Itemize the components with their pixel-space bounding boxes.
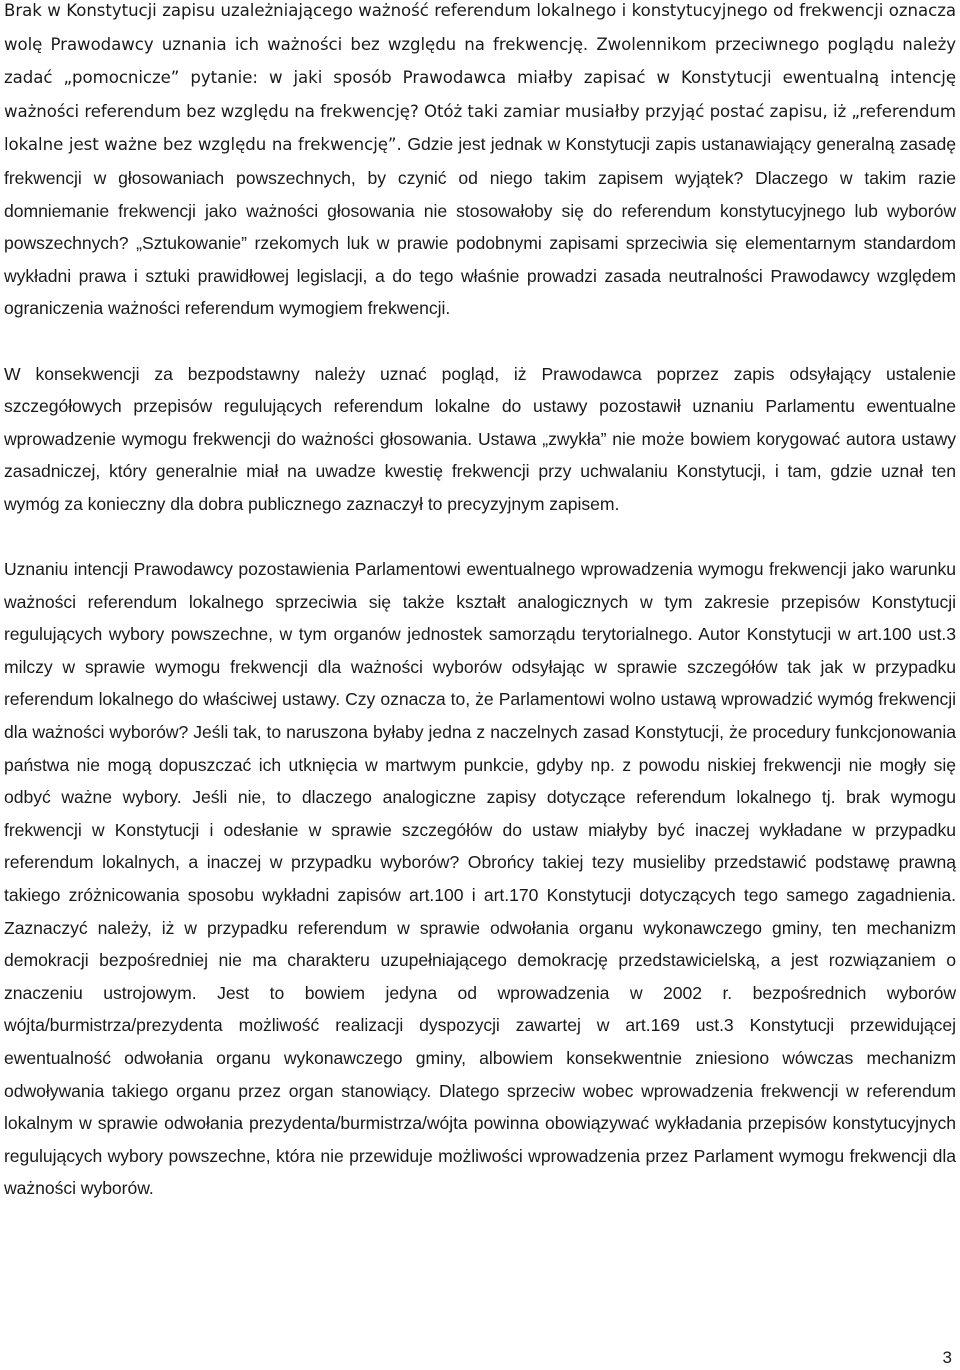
paragraph-uznanie-intencji: [4, 553, 956, 1205]
page-number: 3: [942, 1348, 952, 1367]
paragraph-frekwencja-intro: [4, 0, 956, 325]
document-page: [4, 0, 956, 1205]
paragraph-text: W konsekwencji za bezpodstawny należy uznać pogląd, iż Prawodawca poprzez zapis odsyłający ustalenie szczegółowych przepisów regulujących referendum lokalne do ustawy pozostawił uznaniu Parlamentu ewentualne wprowadzenie wymogu frekwencji do ważności głosowania. Ustawa „zwykła” nie może bowiem korygować autora ustawy zasadniczej, który generalnie miał na uwadze kwestię frekwencji przy uchwalaniu Konstytucji, i tam, gdzie uznał ten wymóg za konieczny dla dobra publicznego zaznaczył to precyzyjnym zapisem.: [4, 363, 956, 514]
paragraph-sentence: Brak w Konstytucji zapisu uzależniającego ważność referendum lokalnego i konstytucyjnego od frekwencji oznacza wolę Prawodawcy uznania ich ważności bez względu na frekwencję.: [4, 1, 956, 54]
paragraph-sentence: Gdzie jest jednak w Konstytucji zapis ustanawiający generalną zasadę frekwencji w głosowaniach powszechnych, by czynić od niego takim zapisem wyjątek?: [4, 134, 956, 188]
paragraph-konsekwencja: [4, 358, 956, 521]
paragraph-sentence: Otóż taki zamiar musiałby przyjąć postać zapisu, iż „referendum lokalne jest ważne bez względu na frekwencję”.: [4, 101, 956, 155]
paragraph-sentence: Zwolennikom przeciwnego poglądu należy zadać „pomocnicze” pytanie: w jaki sposób Prawodawca miałby zapisać w Konstytucji ewentualną intencję ważności referendum bez względu na frekwencję?: [4, 34, 957, 121]
paragraph-text: Uznaniu intencji Prawodawcy pozostawienia Parlamentowi ewentualnego wprowadzenia wymogu frekwencji jako warunku ważności referendum lokalnego sprzeciwia się także kształt analogicznych w tym zakresie przepisów Konstytucji regulujących wybory powszechne, w tym organów jednostek samorządu terytorialnego. Autor Konstytucji w art.100 ust.3 milczy w sprawie wymogu frekwencji dla ważności wyborów odsyłając w sprawie szczegółów tak jak w przypadku referendum lokalnego do właściwej ustawy. Czy oznacza to, że Parlamentowi wolno ustawą wprowadzić wymóg frekwencji dla ważności wyborów? Jeśli tak, to naruszona byłaby jedna z naczelnych zasad Konstytucji, że procedury funkcjonowania państwa nie mogą dopuszczać ich utknięcia w martwym punkcie, gdyby np. z powodu niskiej frekwencji nie mogły się odbyć ważne wybory. Jeśli nie, to dlaczego analogiczne zapisy dotyczące referendum lokalnego tj. brak wymogu frekwencji w Konstytucji i odesłanie w sprawie szczegółów do ustaw miałyby być inaczej wykładane w przypadku referendum lokalnych, a inaczej w przypadku wyborów? Obrońcy takiej tezy musieliby przedstawić podstawę prawną takiego zróżnicowania sposobu wykładni zapisów art.100 i art.170 Konstytucji dotyczących tego samego zagadnienia. Zaznaczyć należy, iż w przypadku referendum w sprawie odwołania organu wykonawczego gminy, ten mechanizm demokracji bezpośredniej nie ma charakteru uzupełniającego demokrację przedstawicielską, a jest rozwiązaniem o znaczeniu ustrojowym. Jest to bowiem jedyna od wprowadzenia w 2002 r. bezpośrednich wyborów wójta/burmistrza/prezydenta możliwość realizacji dyspozycji zawartej w art.169 ust.3 Konstytucji przewidującej ewentualność odwołania organu wykonawczego gminy, albowiem konsekwentnie zniesiono wówczas mechanizm odwoływania takiego organu przez organ stanowiący. Dlatego sprzeciw wobec wprowadzenia frekwencji w referendum lokalnym w sprawie odwołania prezydenta/burmistrza/wójta powinna obowiązywać wykładania przepisów konstytucyjnych regulujących wybory powszechne, która nie przewiduje możliwości wprowadzenia przez Parlament wymogu frekwencji dla ważności wyborów.: [4, 559, 956, 1199]
paragraph-sentence: Dlaczego w takim razie domniemanie frekwencji jako ważności głosowania nie stosowałoby się do referendum konstytucyjnego lub wyborów powszechnych? „Sztukowanie” rzekomych luk w prawie podobnymi zapisami sprzeciwia się elementarnym standardom wykładni prawa i sztuki prawidłowej legislacji, a do tego właśnie prowadzi zasada neutralności Prawodawcy względem ograniczenia ważności referendum wymogiem frekwencji.: [4, 167, 956, 319]
